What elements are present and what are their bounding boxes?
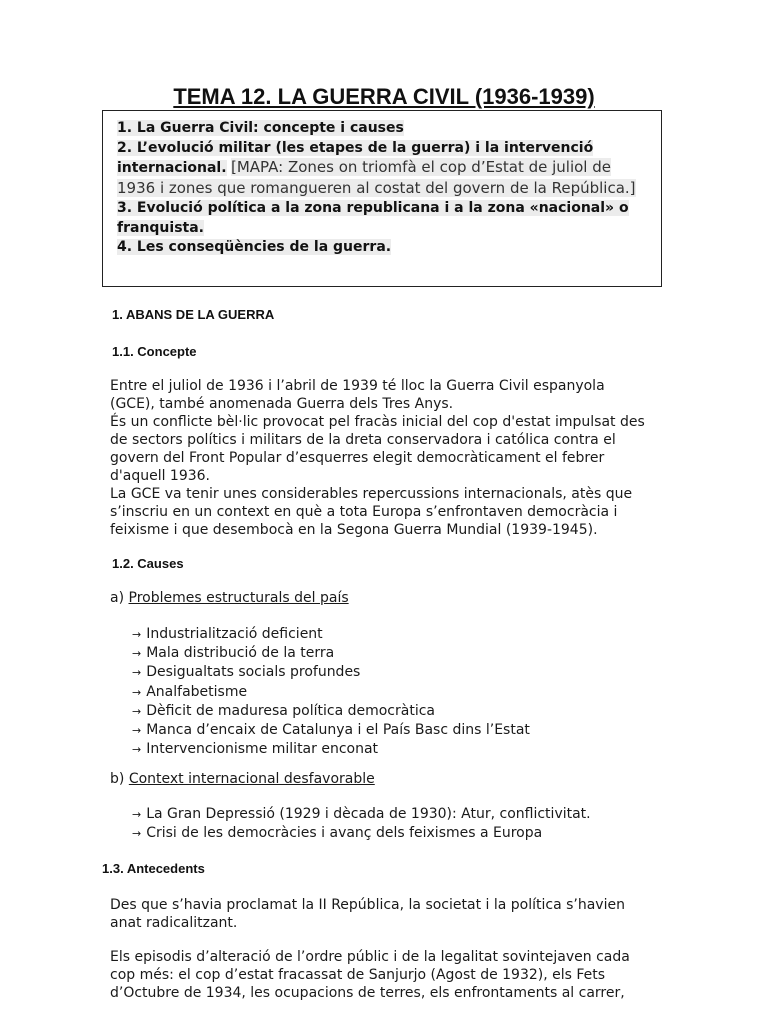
concept-line: d'aquell 1936.	[110, 468, 210, 484]
list-item: → Mala distribució de la terra	[132, 645, 335, 662]
causes-a-heading: a) Problemes estructurals del país	[110, 590, 349, 606]
toc-item-4: 4. Les conseqüències de la guerra.	[117, 239, 392, 255]
concept-paragraph	[110, 377, 662, 539]
list-item: → Analfabetisme	[132, 683, 248, 700]
toc-item-2-line-b: internacional. [MAPA: Zones on triomfà el cop d’Estat de juliol de	[117, 158, 611, 176]
antecedents-line: Des que s’havia proclamat la II República, la societat i la política s’havien	[110, 897, 625, 913]
concept-line: La GCE va tenir unes considerables repercussions internacionals, atès que	[110, 486, 633, 502]
arrow-right-icon: →	[132, 724, 142, 738]
section-heading-abans: 1. ABANS DE LA GUERRA	[112, 307, 275, 322]
list-item: → Manca d’encaix de Catalunya i el País Basc dins l’Estat	[132, 722, 530, 739]
antecedents-line: anat radicalitzant.	[110, 915, 238, 931]
antecedents-line: d’Octubre de 1934, les ocupacions de terres, els enfrontaments al carrer,	[110, 985, 625, 1001]
antecedents-paragraph-2	[110, 948, 662, 1002]
arrow-right-icon: →	[132, 827, 142, 841]
list-item: → Industrialització deficient	[132, 626, 323, 642]
concept-line: s’inscriu en un context en què a tota Europa s’enfrontaven democràcia i	[110, 504, 618, 520]
toc-item-2-line-a: 2. L’evolució militar (les etapes de la guerra) i la intervenció	[117, 139, 594, 156]
subsection-heading-causes: 1.2. Causes	[112, 556, 184, 571]
page-title: TEMA 12. LA GUERRA CIVIL (1936-1939)	[173, 84, 595, 109]
arrow-right-icon: →	[132, 666, 142, 680]
toc-item-1: 1. La Guerra Civil: concepte i causes	[117, 120, 404, 136]
list-item: → La Gran Depressió (1929 i dècada de 1930): Atur, conflictivitat.	[132, 806, 591, 822]
table-of-contents-box	[102, 110, 662, 287]
antecedents-line: cop més: el cop d’estat fracassat de Sanjurjo (Agost de 1932), els Fets	[110, 967, 606, 983]
toc-item-2-line-c	[117, 179, 647, 200]
concept-line: govern del Front Popular d’esquerres elegit democràticament el febrer	[110, 450, 605, 466]
arrow-right-icon: →	[132, 685, 142, 699]
list-item: → Dèficit de maduresa política democràtica	[132, 702, 435, 719]
arrow-right-icon: →	[132, 808, 142, 821]
antecedents-paragraph-1	[110, 896, 662, 932]
arrow-right-icon: →	[132, 704, 142, 718]
causes-b-heading: b) Context internacional desfavorable	[110, 771, 375, 787]
toc-item-3-line-b: franquista.	[117, 219, 204, 236]
list-item: → Crisi de les democràcies i avanç dels feixismes a Europa	[132, 825, 543, 842]
concept-line: Entre el juliol de 1936 i l’abril de 1939 té lloc la Guerra Civil espanyola	[110, 378, 605, 394]
subsection-heading-concepte: 1.1. Concepte	[112, 344, 197, 359]
list-item: → Intervencionisme militar enconat	[132, 741, 379, 758]
causes-a-title: Problemes estructurals del país	[128, 590, 349, 606]
toc-map-note-a: [MAPA: Zones on triomfà el cop d’Estat de juliol de	[230, 158, 611, 176]
toc-item-3-line-a: 3. Evolució política a la zona republicana i a la zona «nacional» o	[117, 200, 629, 216]
arrow-right-icon: →	[132, 647, 142, 661]
concept-line: feixisme i que desembocà en la Segona Guerra Mundial (1939-1945).	[110, 522, 598, 538]
arrow-right-icon: →	[132, 743, 142, 757]
antecedents-line: Els episodis d’alteració de l’ordre públic i de la legalitat sovintejaven cada	[110, 949, 630, 965]
concept-line: (GCE), també anomenada Guerra dels Tres Anys.	[110, 396, 454, 412]
causes-b-list	[132, 805, 591, 843]
concept-line: de sectors polítics i militars de la dreta conservadora i católica contra el	[110, 432, 616, 448]
causes-a-list	[132, 625, 530, 759]
concept-line: És un conflicte bèl·lic provocat pel fracàs inicial del cop d'estat impulsat des	[110, 414, 645, 430]
subsection-heading-antecedents: 1.3. Antecedents	[102, 861, 205, 876]
list-item: → Desigualtats socials profundes	[132, 664, 361, 681]
arrow-right-icon: →	[132, 628, 142, 641]
causes-b-title: Context internacional desfavorable	[128, 771, 375, 787]
toc-map-note-b: 1936 i zones que romangueren al costat del govern de la República.]	[117, 178, 636, 197]
